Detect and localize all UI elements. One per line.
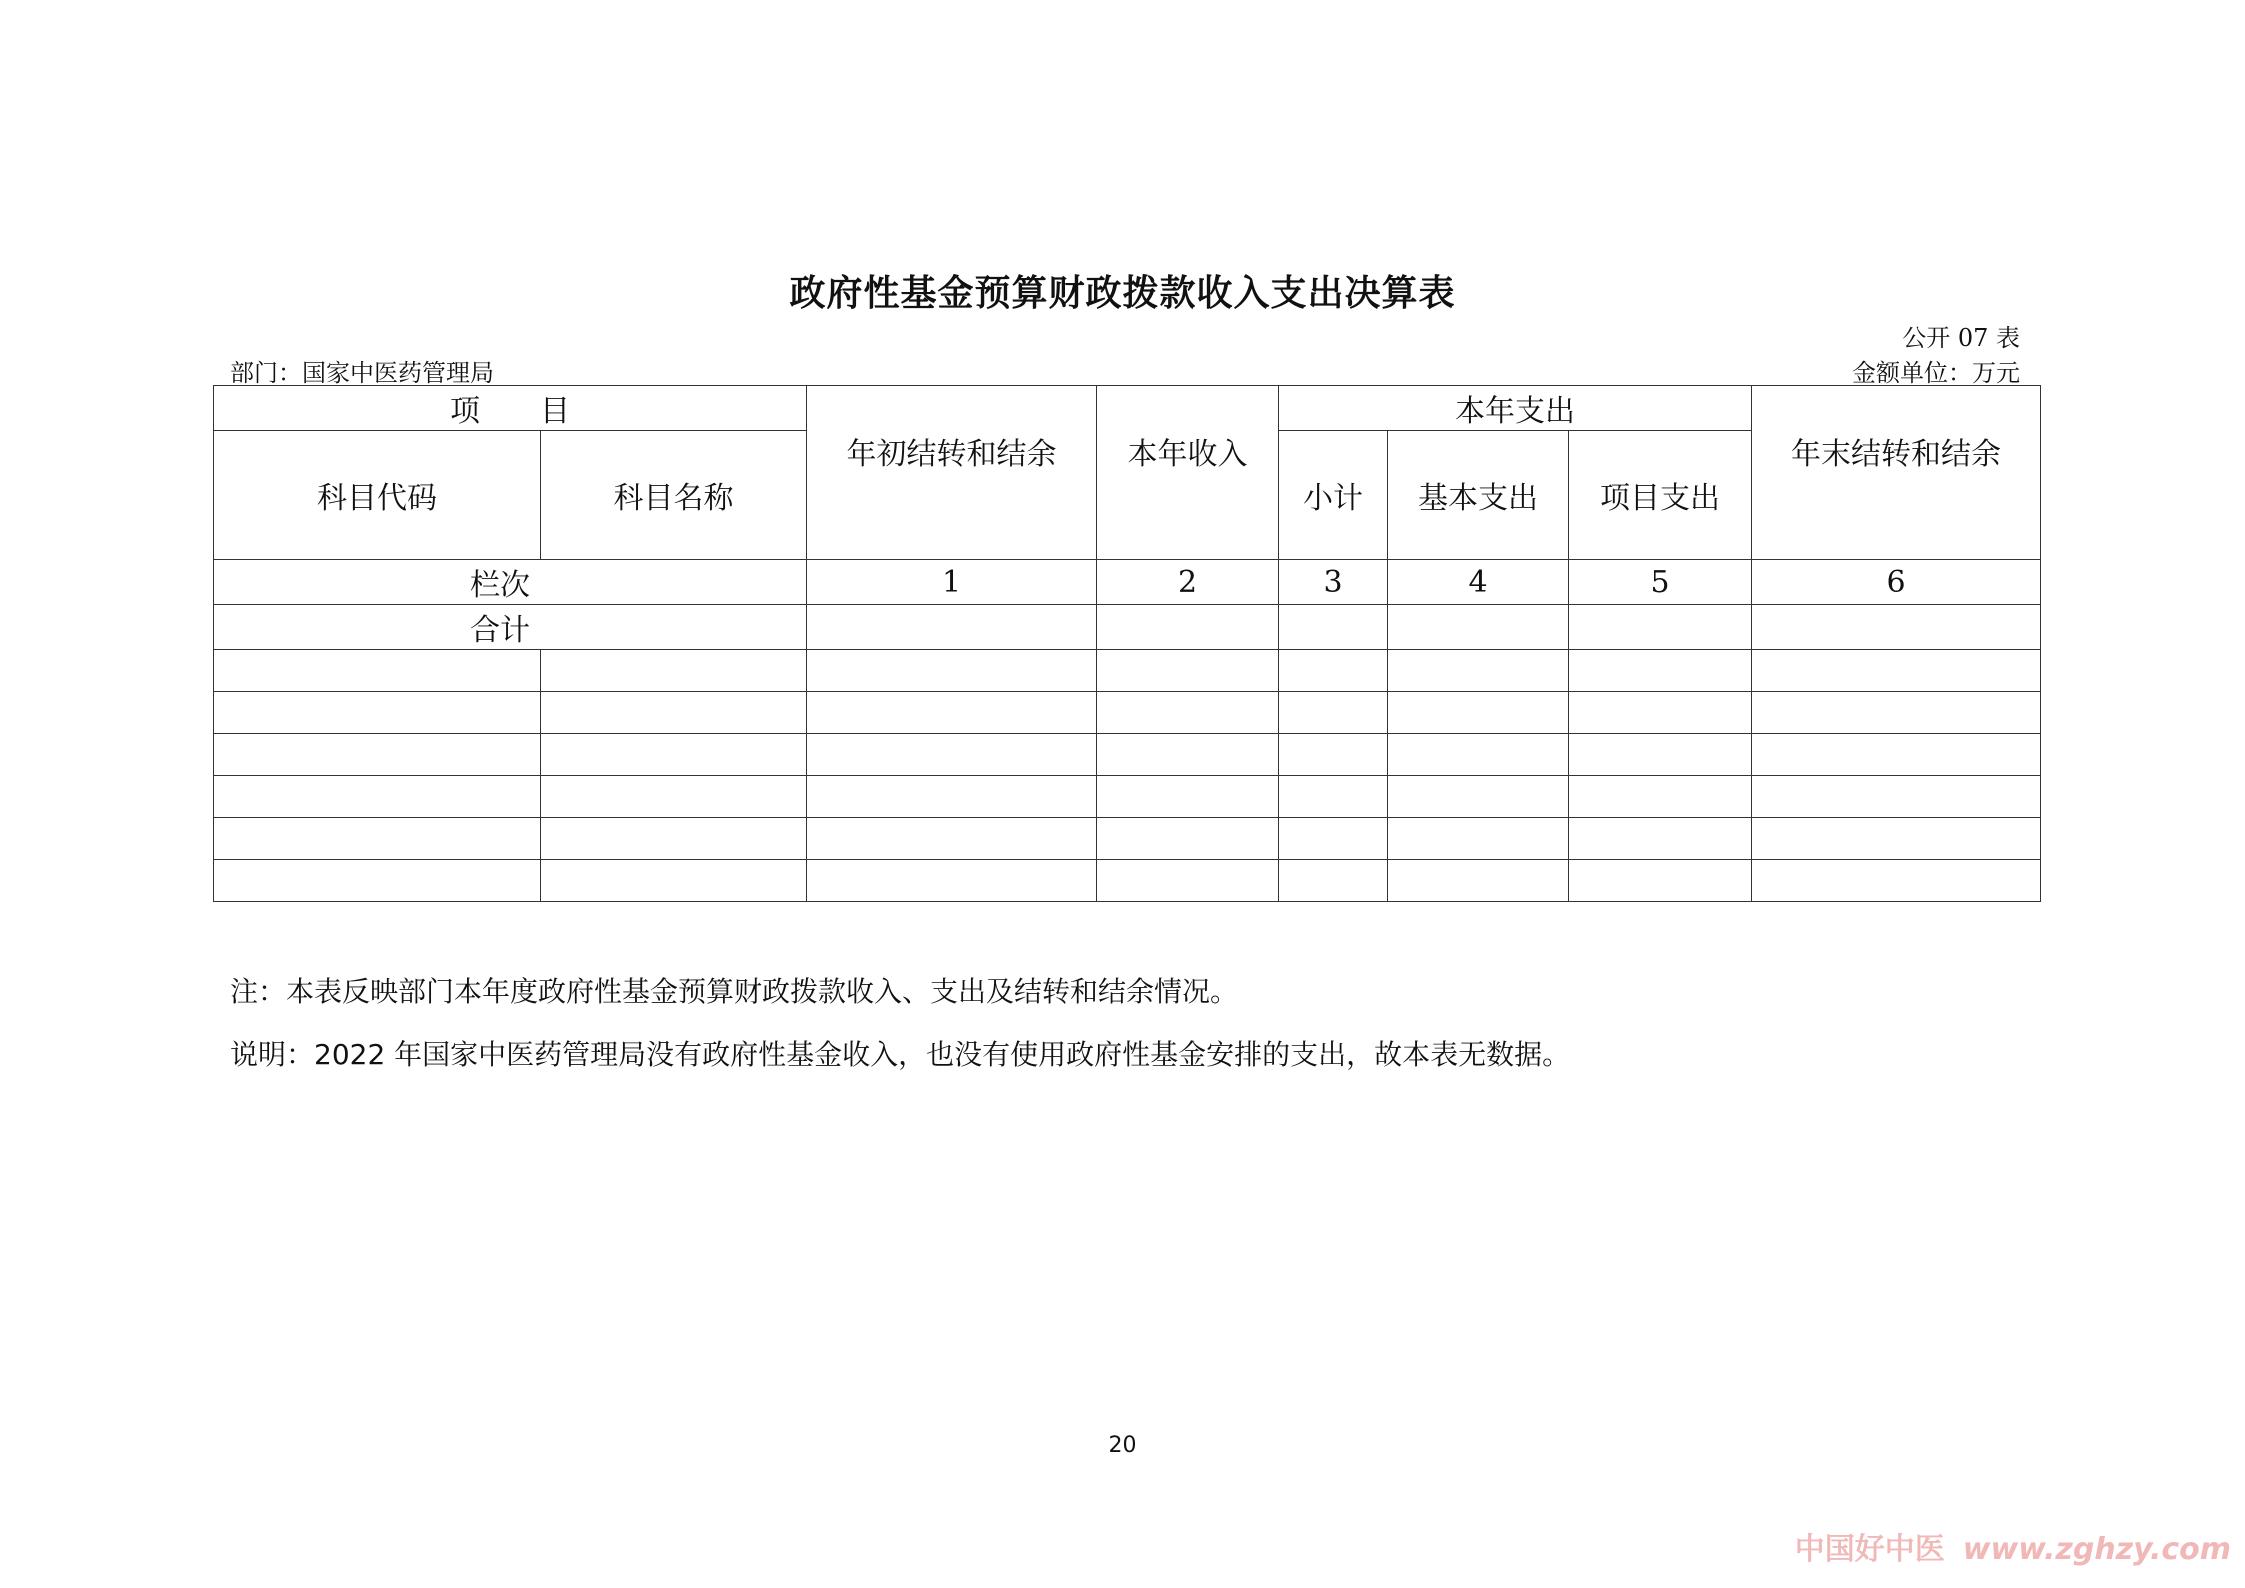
header-row-1 bbox=[214, 386, 2041, 431]
table-cell bbox=[214, 692, 541, 734]
table-cell bbox=[1569, 650, 1752, 692]
column-number-row bbox=[214, 560, 2041, 605]
table-cell bbox=[1279, 650, 1388, 692]
table-cell bbox=[807, 818, 1097, 860]
table-cell bbox=[1569, 734, 1752, 776]
table-cell bbox=[541, 776, 807, 818]
table-cell bbox=[1752, 650, 2041, 692]
table-cell bbox=[214, 818, 541, 860]
table-cell bbox=[807, 650, 1097, 692]
table-cell bbox=[1388, 734, 1569, 776]
table-row bbox=[214, 650, 2041, 692]
table-cell bbox=[1097, 776, 1279, 818]
table-cell bbox=[1097, 692, 1279, 734]
table-cell bbox=[1752, 860, 2041, 902]
header-project-expense: 项目支出 bbox=[1569, 431, 1752, 560]
table-cell bbox=[1279, 818, 1388, 860]
table-cell bbox=[1752, 692, 2041, 734]
header-subject-name: 科目名称 bbox=[541, 431, 807, 560]
table-cell bbox=[1752, 818, 2041, 860]
column-number-cell: 6 bbox=[1752, 560, 2041, 605]
fund-report-table bbox=[213, 385, 2041, 902]
header-subtotal: 小计 bbox=[1279, 431, 1388, 560]
header-opening-balance: 年初结转和结余 bbox=[807, 386, 1097, 560]
amount-unit-label: 金额单位：万元 bbox=[1852, 359, 2020, 387]
table-cell bbox=[1279, 734, 1388, 776]
watermark-brand: 中国好中医 bbox=[1794, 1532, 1945, 1567]
page-number: 20 bbox=[1108, 1433, 1137, 1458]
column-number-cell: 1 bbox=[807, 560, 1097, 605]
column-number-label: 栏次 bbox=[214, 560, 807, 605]
table-cell bbox=[1569, 605, 1752, 650]
form-number: 公开 07 表 bbox=[1902, 324, 2020, 352]
table-cell bbox=[541, 818, 807, 860]
table-cell bbox=[1752, 776, 2041, 818]
header-current-expense: 本年支出 bbox=[1279, 386, 1752, 431]
table-cell bbox=[1752, 734, 2041, 776]
table-cell bbox=[1097, 860, 1279, 902]
table-cell bbox=[807, 734, 1097, 776]
total-row bbox=[214, 605, 2041, 650]
table-cell bbox=[1279, 692, 1388, 734]
table-row bbox=[214, 734, 2041, 776]
table-cell bbox=[807, 860, 1097, 902]
table-cell bbox=[214, 734, 541, 776]
table-cell bbox=[214, 860, 541, 902]
column-number-cell: 5 bbox=[1569, 560, 1752, 605]
table-cell bbox=[214, 776, 541, 818]
table-cell bbox=[541, 860, 807, 902]
table-cell bbox=[1569, 776, 1752, 818]
table-cell bbox=[1279, 605, 1388, 650]
header-subject-code: 科目代码 bbox=[214, 431, 541, 560]
table-cell bbox=[1097, 650, 1279, 692]
table-cell bbox=[541, 650, 807, 692]
column-number-cell: 2 bbox=[1097, 560, 1279, 605]
table-cell bbox=[807, 776, 1097, 818]
table-row bbox=[214, 692, 2041, 734]
table-cell bbox=[1752, 605, 2041, 650]
table-cell bbox=[1279, 776, 1388, 818]
table-note: 注：本表反映部门本年度政府性基金预算财政拨款收入、支出及结转和结余情况。 bbox=[230, 975, 1239, 1008]
department-label: 部门：国家中医药管理局 bbox=[230, 359, 494, 387]
column-number-cell: 3 bbox=[1279, 560, 1388, 605]
table-cell bbox=[1388, 605, 1569, 650]
column-number-cell: 4 bbox=[1388, 560, 1569, 605]
table-explanation: 说明：2022 年国家中医药管理局没有政府性基金收入，也没有使用政府性基金安排的支出，故本表无数据。 bbox=[230, 1038, 1571, 1071]
table-cell bbox=[807, 692, 1097, 734]
table-cell bbox=[1279, 860, 1388, 902]
table-cell bbox=[1569, 692, 1752, 734]
table-cell bbox=[1388, 692, 1569, 734]
header-current-income: 本年收入 bbox=[1097, 386, 1279, 560]
table-cell bbox=[541, 734, 807, 776]
total-label: 合计 bbox=[214, 605, 807, 650]
table-row bbox=[214, 860, 2041, 902]
table-cell bbox=[1097, 818, 1279, 860]
table-cell bbox=[807, 605, 1097, 650]
table-cell bbox=[1388, 650, 1569, 692]
watermark bbox=[1795, 1524, 2231, 1568]
table-cell bbox=[1388, 860, 1569, 902]
table-cell bbox=[1569, 818, 1752, 860]
table-cell bbox=[1097, 605, 1279, 650]
table-cell bbox=[214, 650, 541, 692]
table-cell bbox=[1388, 776, 1569, 818]
table-cell bbox=[541, 692, 807, 734]
table-cell bbox=[1569, 860, 1752, 902]
page-title: 政府性基金预算财政拨款收入支出决算表 bbox=[789, 272, 1456, 314]
table-cell bbox=[1388, 818, 1569, 860]
watermark-url: www.zghzy.com bbox=[1962, 1532, 2231, 1567]
table-row bbox=[214, 818, 2041, 860]
header-basic-expense: 基本支出 bbox=[1388, 431, 1569, 560]
header-closing-balance: 年末结转和结余 bbox=[1752, 386, 2041, 560]
header-item: 项 目 bbox=[214, 386, 807, 431]
table-row bbox=[214, 776, 2041, 818]
table-cell bbox=[1097, 734, 1279, 776]
